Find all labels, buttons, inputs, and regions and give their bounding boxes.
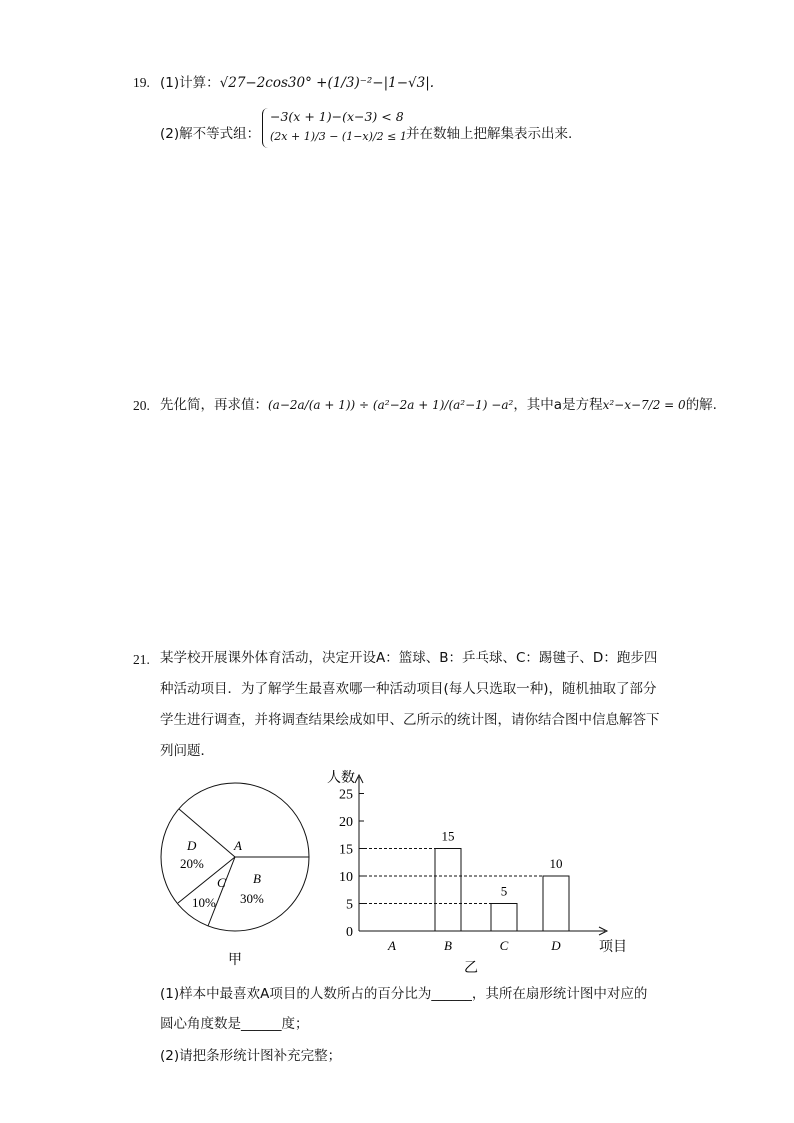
bar-guides [359,849,543,904]
q21-paragraph: 某学校开展课外体育活动，决定开设A：篮球、B：乒乓球、C：踢毽子、D：跑步四种活动项目．为了解学生最喜欢哪一种活动项目(每人只选取一种)，随机抽取了部分学生进行调查，并将调查结果绘成如甲、乙所示的统计图，请你结合图中信息解答下列问题． [160,650,660,759]
bar-value-label: 10 [549,856,563,871]
question-21-number: 21. [133,652,150,667]
x-category-label: D [551,938,561,953]
bar-chart [325,765,635,980]
pie-caption: 甲 [228,953,242,968]
x-category-label: C [499,938,509,953]
q19-part2-suffix: 并在数轴上把解集表示出来. [406,126,573,142]
bar-bars [435,829,569,932]
q19-inequality-1: −3(x + 1)−(x−3) < 8 [270,109,404,124]
q20-suffix: 的解. [685,397,717,413]
q21-sub2: (2)请把条形统计图补充完整； [160,1048,342,1064]
bar-D [543,876,569,931]
y-tick-label: 20 [339,815,353,830]
system-brace [262,108,269,148]
q19-part1-prefix: (1)计算： [160,75,220,91]
q20-prefix: 先化简，再求值： [160,397,268,413]
pie-label-c: C [217,875,226,890]
q19-inequality-2: (2x + 1)/3 − (1−x)/2 ≤ 1 [270,130,407,143]
q20-middle: ，其中a是方程 [513,397,603,413]
y-tick-label: 0 [346,925,353,940]
bar-y-ticks [339,788,364,941]
y-tick-label: 5 [346,897,353,913]
question-20-number: 20. [133,398,150,413]
pie-label-a: A [234,838,242,853]
q20-equation: x²−x−7/2 = 0 [602,398,686,412]
bar-y-axis-label: 人数 [327,771,355,786]
bar-value-label: 15 [441,828,455,844]
pie-percent-c: 10% [192,895,216,910]
pie-chart [150,775,325,975]
y-tick-label: 15 [339,842,353,858]
q19-part1 [160,74,434,92]
pie-label-b: B [253,871,261,886]
pie-label-d: D [187,838,197,853]
bar-category-labels [387,938,561,953]
bar-x-axis-label: 项目 [599,940,627,955]
q19-part2-prefix: (2)解不等式组： [160,126,261,142]
x-category-label: B [444,938,452,953]
pie-percent-b: 30% [240,891,264,906]
q21-sub1-line2: 圆心角度数是______度； [160,1016,309,1032]
x-category-label: A [388,938,396,953]
pie-percent-d: 20% [180,856,204,871]
bar-value-label: 5 [500,883,508,899]
question-19-number: 19. [133,75,150,90]
bar-B [435,849,461,932]
bar-C [491,904,517,932]
q19-part1-expression: √27−2cos30° +(1/3)⁻²−|1−√3|. [219,75,435,91]
bar-caption: 乙 [464,961,478,976]
y-tick-label: 25 [339,787,353,803]
q20-line [160,396,717,414]
q20-expression: (a−2a/(a + 1)) ÷ (a²−2a + 1)/(a²−1) −a² [268,398,514,412]
y-tick-label: 10 [339,870,353,885]
q21-sub1-line1: (1)样本中最喜欢A项目的人数所占的百分比为______，其所在扇形统计图中对应的 [160,986,648,1002]
